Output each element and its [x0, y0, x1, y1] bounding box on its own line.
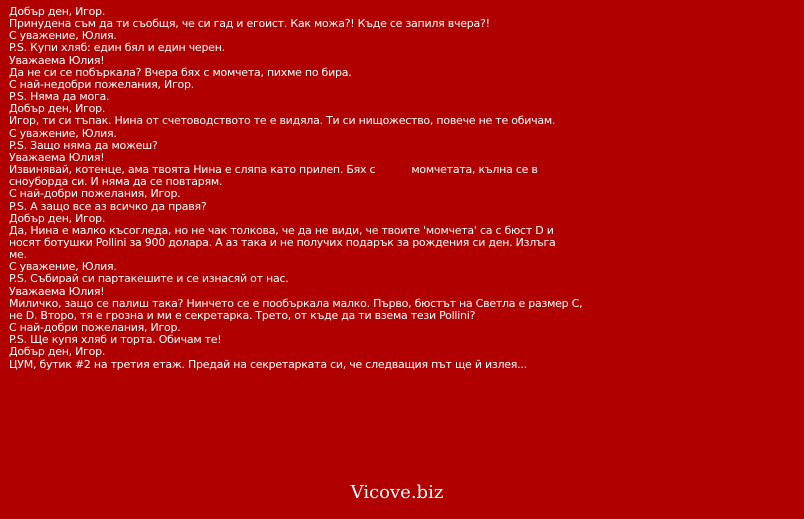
text-line: P.S. Ще купя хляб и торта. Обичам те!	[9, 333, 222, 347]
text-line: Игор, ти си тъпак. Нина от счетоводството те е видяла. Ти си нищожество, повече не те обичам.	[9, 114, 556, 128]
text-line: P.S. Купи хляб: един бял и един черен.	[9, 41, 225, 55]
text-line: С най-добри пожелания, Игор.	[9, 187, 181, 201]
text-line: ЦУМ, бутик #2 на третия етаж. Предай на секретарката си, че следващия път ще й излея...	[9, 357, 527, 371]
text-line: С уважение, Юлия.	[9, 29, 117, 43]
text-line: ме.	[9, 248, 27, 262]
text-line: P.S. Защо няма да можеш?	[9, 138, 158, 152]
joke-text	[9, 6, 609, 371]
text-line: Да, Нина е малко късогледа, но не чак толкова, че да не види, че твоите 'момчета' са с бюст D и	[9, 223, 554, 237]
text-line: Уважаема Юлия!	[9, 284, 105, 298]
text-line: Добър ден, Игор.	[9, 102, 106, 116]
text-line: носят ботушки Pollini за 900 долара. А аз така и не получих подарък за рождения си ден. Излъга	[9, 235, 556, 249]
text-line: сноуборда си. И няма да се повтарям.	[9, 175, 223, 189]
site-footer	[0, 482, 794, 503]
text-line: С уважение, Юлия.	[9, 260, 117, 274]
text-line: Добър ден, Игор.	[9, 345, 106, 359]
text-line: P.S. Няма да мога.	[9, 90, 110, 104]
text-segment: момчетата, кълна се в	[411, 163, 538, 177]
text-line: Добър ден, Игор.	[9, 5, 106, 18]
text-line: Уважаема Юлия!	[9, 53, 105, 67]
text-line: Миличко, защо се палиш така? Нинчето се е пообъркала малко. Първо, бюстът на Светла е размер С,	[9, 296, 583, 310]
text-line: Да не си се побъркала? Вчера бях с момчета, пихме по бира.	[9, 65, 352, 79]
text-line: P.S. А защо все аз всичко да правя?	[9, 199, 207, 213]
text-line: не D. Второ, тя е грозна и ми е секретарка. Трето, от къде да ти взема тези Pollini?	[9, 308, 476, 322]
text-line: P.S. Събирай си партакешите и се изнасяй от нас.	[9, 272, 289, 286]
text-line: Принудена съм да ти съобщя, че си гад и егоист. Как можа?! Къде се запиля вчера?!	[9, 17, 490, 31]
text-line: С най-недобри пожелания, Игор.	[9, 77, 194, 91]
text-line: С уважение, Юлия.	[9, 126, 117, 140]
text-line: С най-добри пожелания, Игор.	[9, 321, 181, 335]
text-line: Добър ден, Игор.	[9, 211, 106, 225]
text-segment: Извинявай, котенце, ама твоята Нина е сляпа като прилеп. Бях с	[9, 163, 376, 177]
text-line: Уважаема Юлия!	[9, 150, 105, 164]
site-name: Vicove.biz	[350, 482, 444, 503]
